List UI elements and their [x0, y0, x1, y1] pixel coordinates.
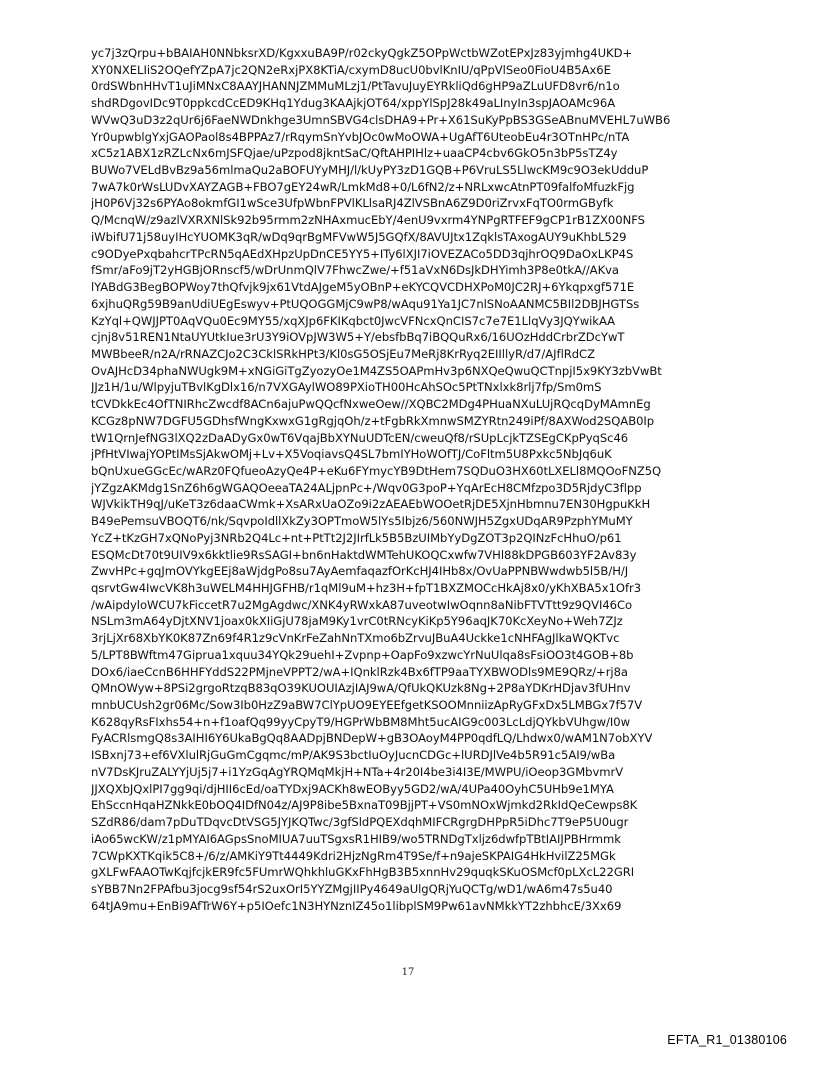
text-line: 64tJA9mu+EnBi9AfTrW6Y+p5IOefc1N3HYNznIZ45o1libplSM9Pw61avNMkkYT2zhbhcE/3Xx69 — [91, 898, 622, 913]
text-line: KCGz8pNW7DGFU5GDhsfWngKxwxG1gRgjqOh/z+tFgbRkXmnwSMZYRtn249iPf/8AXWod2SQAB0Ip — [91, 413, 655, 428]
text-line: qsrvtGw4IwcVK8h3uWELM4HHJGFHB/r1qMl9uM+hz3H+fpT1BXZMOCcHkAj8x0/yKhXBA5x1Ofr3 — [91, 581, 642, 595]
text-line: shdRDgovIDc9T0ppkcdCcED9KHq1Ydug3KAAjkjOT64/xppYlSpJ28k49aLInyIn3spJAOAMc96A — [91, 96, 616, 111]
text-line: yc7j3zQrpu+bBAIAH0NNbksrXD/KgxxuBA9P/r02ckyQgkZ5OPpWctbWZotEPxJz83yjmhg4UKD+ — [91, 46, 633, 60]
text-line: JJXQXbJQxlPI7gg9qi/djHII6cEd/oaTYDxj9ACKh8wEOByy5GD2/wA/4UPa40OyhC5UHb9e1MYA — [91, 781, 614, 796]
text-line: jPfHtVIwajYOPtIMsSjAkwOMj+Lv+X5VoqiavsQ4SL7bmIYHoWOfTJ/CoFltm5U8Pxkc5NbJq6uK — [91, 447, 612, 462]
text-line: jH0P6Vj32s6PYAo8okmfGI1wSce3UfpWbnFPVlKLlsaRJ4ZlVSBnA6Z9D0riZrvxFqTO0rmGByfk — [91, 196, 614, 211]
text-line: KzYql+QWJJPT0AqVQu0Ec9MY55/xqXJp6FKIKqbct0JwcVFNcxQnCIS7c7e7E1LlqVy3JQYwikAA — [91, 313, 616, 328]
text-line: JJz1H/1u/WlpyjuTBvlKgDlx16/n7VXGAylWO89PXioTH00HcAhSOc5PtTNxlxk8rlj7fp/Sm0mS — [91, 380, 602, 395]
text-line: cjnj8v51REN1NtaUYUtkIue3rU3Y9iOVpJW3W5+Y/ebsfbBq7iBQQuRx6/16UOzHddCrbrZDcYwT — [91, 330, 625, 345]
text-line: DOx6/iaeCcnB6HHFYddS22PMjneVPPT2/wA+IQnklRzk4Bx6fTP9aaTYXBWODls9ME9QRz/+rj8a — [91, 664, 628, 679]
text-line: Yr0upwblgYxjGAOPaol8s4BPPAz7/rRqymSnYvbJOc0wMoOWA+UgAfT6UteobEu4r3OTnHPc/nTA — [91, 129, 630, 144]
text-line: bQnUxueGGcEc/wARz0FQfueoAzyQe4P+eKu6FYmycYB9DtHem7SQDuO3HX60tLXELl8MQOoFNZ5Q — [91, 463, 662, 478]
text-line: tCVDkkEc4OfTNIRhcZwcdf8ACn6ajuPwQQcfNxweOew//XQBC2MDg4PHuaNXuLUjRQcqDyMAmnEg — [91, 397, 651, 412]
text-line: 3rjLjXr68XbYK0K87Zn69f4R1z9cVnKrFeZahNnTXmo6bZrvuJBuA4Uckke1cNHFAgJlkaWQKTvc — [91, 631, 620, 646]
encoded-text-block — [91, 45, 731, 914]
text-line: ESQMcDt70t9UIV9x6kktlie9RsSAGI+bn6nHaktdWMTehUKOQCxwfw7VHl88kDPGB603YF2Av83y — [91, 547, 637, 562]
text-line: 6xjhuQRg59B9anUdiUEgEswyv+PtUQOGGMjC9wP8/wAqu91Ya1JC7nlSNoAANMC5BIl2DBJHGTSs — [91, 296, 640, 311]
text-line: YcZ+tKzGH7xQNoPyj3NRb2Q4Lc+nt+PtTt2J2JIrfLk5B5BzUIMbYyDgZOT3p2QINzFcHhuO/p61 — [91, 530, 622, 545]
text-line: gXLFwFAAOTwKqjfcjkER9fc5FUmrWQhkhluGKxFhHgB3B5xnnHv29quqkSKuOSMcf0pLXcL22GRI — [91, 865, 635, 880]
text-line: SZdR86/dam7pDuTDqvcDtVSG5JYJKQTwc/3gfSldPQEXdqhMIFCRgrgDHPpR5iDhc7T9eP5U0ugr — [91, 815, 629, 830]
text-line: FyACRlsmgQ8s3AIHI6Y6UkaBgQq8AADpjBNDepW+gB3OAoyM4PP0qdfLQ/Lhdwx0/wAM1N7obXYV — [91, 731, 653, 746]
text-line: iWbifU71j58uyIHcYUOMK3qR/wDq9qrBgMFVwW5J5GQfX/8AVUJtx1ZqklsTAxogAUY9uKhbL529 — [91, 229, 627, 244]
text-line: BUWo7VELdBvBz9a56mlmaQu2aBOFUYyMHJ/l/kUyPY3zD1GQB+P6VruLS5LlwcKM9c9O3ekUdduP — [91, 163, 649, 178]
text-line: ISBxnj73+ef6VXlulRjGuGmCgqmc/mP/AK9S3bctIuOyJucnCDGc+lURDJlVe4b5R91c5AI9/wBa — [91, 748, 616, 763]
text-line: ZwvHPc+gqJmOVYkgEEj8aWjdgPo8su7AyAemfaqazfOrKcHJ4IHb8x/OvUaPPNBWwdwb5l5B/H/J — [91, 564, 629, 579]
text-line: jYZgzAKMdg1SnZ6h6gWGAQOeeaTA24ALjpnPc+/Wqv0G3poP+YqArEcH8CMfzpo3D5RjdyC3flpp — [91, 480, 642, 495]
page-number: 17 — [401, 967, 415, 978]
text-line: MWBbeeR/n2A/rRNAZCJo2C3CklSRkHPt3/Kl0sG5OSjEu7MeRj8KrRyq2EIIllyR/d7/AJflRdCZ — [91, 346, 595, 361]
text-line: c9ODyePxqbahcrTPcRN5qAEdXHpzUpDnCE5YY5+ITy6lXJI7iOVEZACo5DD3qjhrOQ9DaOxLKP4S — [91, 246, 634, 261]
text-line: QMnOWyw+8PSi2grgoRtzqB83qO39KUOUIAzjIAJ9wA/QfUkQKUzk8Ng+2P8aYDKrHDjav3fUHnv — [91, 681, 631, 696]
text-line: 7wA7k0rWsLUDvXAYZAGB+FBO7gEY24wR/LmkMd8+0/L6fN2/z+NRLxwcAtnPT09falfoMfuzkFjg — [91, 179, 635, 194]
text-line: K628qyRsFIxhs54+n+f1oafQq99yyCpyT9/HGPrWbBM8Mht5ucAIG9c003LcLdjQYkbVUhgw/I0w — [91, 714, 631, 729]
text-line: 5/LPT8BWftm47Giprua1xquu34YQk29uehI+Zvpnp+OapFo9xzwcYrNuUlqa8sFsiOO3t4GOB+8b — [91, 647, 634, 662]
text-line: 7CWpKXTKqik5C8+/6/z/AMKiY9Tt4449Kdri2HjzNgRm4T9Se/f+n9ajeSKPAIG4HkHvilZ25MGk — [91, 848, 616, 863]
text-line: tW1QrnJefNG3lXQ2zDaADyGx0wT6VqajBbXYNuUDTcEN/cweuQf8/rSUpLcjkTZSEgCKpPyqSc46 — [91, 430, 629, 445]
document-id: EFTA_R1_01380106 — [667, 1033, 787, 1047]
text-line: NSLm3mA64yDjtXNV1joax0kXIiGjU78jaM9Ky1vrC0tRNcyKiKp5Y96aqJK70KcXeyNo+Weh7ZJz — [91, 614, 623, 629]
text-line: nV7DsKJruZALYYjUj5j7+i1YzGqAgYRQMqMkjH+NTa+4r20I4be3i4I3E/MWPU/iOeop3GMbvmrV — [91, 764, 624, 779]
text-line: sYBB7Nn2FPAfbu3jocg9sf54rS2uxOrI5YYZMgjIIPy4649aUlgQRjYuQCTg/wD1/wA6m47s5u40 — [91, 881, 613, 896]
text-line: EhSccnHqaHZNkkE0bOQ4IDfN04z/AJ9P8ibe5BxnaT09BjjPT+VS0mNOxWjmkd2RkIdQeCewps8K — [91, 798, 638, 813]
text-line: B49ePemsuVBOQT6/nk/SqvpoIdllXkZy3OPTmoW5lYs5Ibjz6/560NWJH5ZgxUDqAR9PzphYMuMY — [91, 514, 633, 529]
text-line: OvAJHcD34phaNWUgk9M+xNGiGiTgZyozyOe1M4ZS5OAPmHv3p6NXQeQwuQCTnpjI5x9KY3zbVwBt — [91, 363, 662, 378]
text-line: xC5z1ABX1zRZLcNx6mJSFQjae/uPzpod8jkntSaC/QftAHPIHlz+uaaCP4cbv6GkO5n3bP5sTZ4y — [91, 146, 618, 161]
text-line: XY0NXELIiS2OQefYZpA7jc2QN2eRxjPX8KTiA/cxymD8ucU0bvlKnIU/qPpVlSeo0FioU4B5Ax6E — [91, 62, 611, 77]
text-line: WVwQ3uD3z2qUr6j6FaeNWDnkhge3UmnSBVG4clsDHA9+Pr+X61SuKyPpBS3GSeABnuMVEHL7uWB6 — [91, 112, 671, 127]
text-line: /wAipdyloWCU7kFiccetR7u2MgAgdwc/XNK4yRWxkA87uveotwIwOqnn8aNibFTVTtt9z9QVI46Co — [91, 597, 633, 612]
text-line: fSmr/aFo9jT2yHGBjORnscf5/wDrUnmQlV7FhwcZwe/+f51aVxN6DsJkDHYimh3P8e0tkA//AKva — [91, 263, 619, 278]
text-line: mnbUCUsh2gr06Mc/Sow3Ib0HzZ9aBW7ClYpUO9EYEEfgetKSOOMnniizApRyGFxDx5LMBGx7f57V — [91, 698, 643, 713]
text-line: iAo65wcKW/z1pMYAI6AGpsSnoMIUA7uuTSgxsR1HIB9/wo5TRNDgTxljz6dwfpTBtIAIJPBHrmmk — [91, 831, 621, 846]
text-line: 0rdSWbnHHvT1uJiMNxC8AAYJHANNJZMMuMLzj1/PtTavuJuyEYRkliQd6gHP9aZLuUFD8vr6/n1o — [91, 79, 620, 94]
text-line: Q/McnqW/z9azlVXRXNlSk92b95rmm2zNHAxmucEbY/4enU9vxrm4YNPgRTFEF9gCP1rB1ZX00NFS — [91, 213, 645, 228]
text-line: lYABdG3BegBOPWoy7thQfvjk9jx61VtdAJgeM5yOBnP+eKYCQVCDHXPoM0JC2RJ+6Ykqpxgf571E — [91, 280, 635, 295]
text-line: WJVkikTH9qJ/uKeT3z6daaCWmk+XsARxUaOZo9i2zAEAEbWOOetRjDE5XjnHbmnu7EN30HgpuKkH — [91, 497, 651, 512]
